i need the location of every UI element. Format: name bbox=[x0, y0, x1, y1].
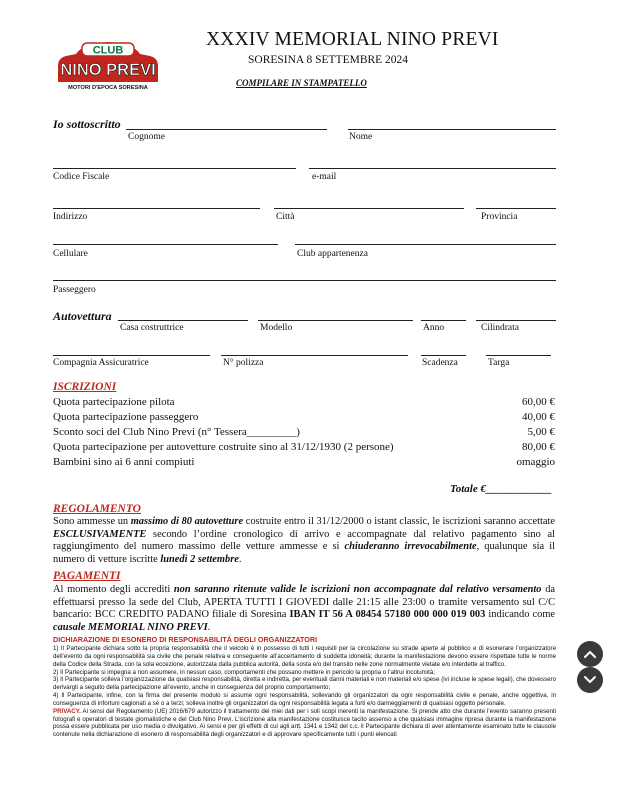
nome-line[interactable] bbox=[348, 129, 556, 130]
compagnia-line[interactable] bbox=[53, 355, 210, 356]
scadenza-label: Scadenza bbox=[422, 358, 458, 368]
modello-label: Modello bbox=[260, 323, 293, 333]
polizza-line[interactable] bbox=[221, 355, 408, 356]
passeggero-line[interactable] bbox=[53, 280, 556, 281]
logo-main-text: NINO PREVI bbox=[60, 61, 156, 79]
page-title: XXXIV MEMORIAL NINO PREVI bbox=[206, 29, 499, 50]
fee-label: Bambini sino ai 6 anni compiuti bbox=[53, 456, 195, 468]
club-line[interactable] bbox=[295, 244, 556, 245]
dichiarazione-text bbox=[53, 645, 556, 739]
citta-label: Città bbox=[276, 212, 295, 222]
logo-bottom-text: MOTORI D'EPOCA SORESINA bbox=[68, 85, 148, 91]
scroll-up-button[interactable] bbox=[577, 641, 603, 667]
fill-instruction: COMPILARE IN STAMPATELLO bbox=[236, 78, 367, 88]
modello-line[interactable] bbox=[258, 320, 413, 321]
cilindrata-line[interactable] bbox=[476, 320, 556, 321]
casa-line[interactable] bbox=[118, 320, 248, 321]
fee-value: 5,00 € bbox=[527, 426, 555, 438]
targa-label: Targa bbox=[488, 358, 510, 368]
event-date: SORESINA 8 SETTEMBRE 2024 bbox=[248, 54, 409, 66]
compagnia-label: Compagnia Assicuratrice bbox=[53, 358, 149, 368]
codice-fiscale-label: Codice Fiscale bbox=[53, 172, 110, 182]
email-label: e-mail bbox=[312, 172, 337, 182]
indirizzo-label: Indirizzo bbox=[53, 212, 88, 222]
casa-label: Casa costruttrice bbox=[120, 323, 184, 333]
clause: 4) Il Partecipante, infine, con la firma del presente modulo si assume ogni responsabilità, sollevando gli organizzatori da ogni responsabilità civile e penale, anche oggettiva, in conseguenza di infortuni cagionati a sé o a terzi; solleva inoltre gli organizzatori da ogni responsabilità legata a furti e/o danneggiamenti di qualsiasi oggetto personale. bbox=[53, 692, 556, 707]
fee-label: Sconto soci del Club Nino Previ (n° Tessera_________) bbox=[53, 426, 300, 438]
fee-row bbox=[53, 411, 555, 423]
regolamento-text: Sono ammesse un massimo di 80 autovetture costruite entro il 31/12/2000 o istant classic, le iscrizioni saranno accettate ESCLUSIVAMENTE secondo l’ordine cronologico di arrivo e accompagnate dal relativo pagamento sino al raggiungimento del numero massimo delle vetture ammesse e si chiuderanno irrevocabilmente, qualunque sia il numero di vetture iscritte lunedì 2 settembre. bbox=[53, 516, 555, 565]
club-nino-previ-logo bbox=[52, 36, 164, 96]
cilindrata-label: Cilindrata bbox=[481, 323, 519, 333]
cognome-line[interactable] bbox=[126, 129, 327, 130]
codice-fiscale-line[interactable] bbox=[53, 168, 296, 169]
anno-label: Anno bbox=[423, 323, 445, 333]
scadenza-line[interactable] bbox=[421, 355, 466, 356]
fee-label: Quota partecipazione pilota bbox=[53, 396, 175, 408]
fee-value: 80,00 € bbox=[522, 441, 555, 453]
cellulare-line[interactable] bbox=[53, 244, 278, 245]
cognome-label: Cognome bbox=[128, 132, 165, 142]
fee-label: Quota partecipazione per autovetture costruite sino al 31/12/1930 (2 persone) bbox=[53, 441, 394, 453]
fee-row bbox=[53, 426, 555, 438]
io-sottoscritto-label: Io sottoscritto bbox=[53, 117, 121, 131]
dichiarazione-heading: DICHIARAZIONE DI ESONERO DI RESPONSABILITÀ DEGLI ORGANIZZATORI bbox=[53, 635, 318, 644]
club-label: Club appartenenza bbox=[297, 249, 368, 259]
provincia-line[interactable] bbox=[476, 208, 556, 209]
totale-field[interactable]: Totale €____________ bbox=[450, 483, 552, 495]
fee-value: 40,00 € bbox=[522, 411, 555, 423]
anno-line[interactable] bbox=[421, 320, 466, 321]
fee-value: omaggio bbox=[516, 456, 555, 468]
passeggero-label: Passeggero bbox=[53, 285, 96, 295]
email-line[interactable] bbox=[309, 168, 556, 169]
fee-value: 60,00 € bbox=[522, 396, 555, 408]
iscrizioni-heading: ISCRIZIONI bbox=[53, 381, 117, 393]
nome-label: Nome bbox=[349, 132, 373, 142]
fee-label: Quota partecipazione passeggero bbox=[53, 411, 199, 423]
chevron-down-icon bbox=[583, 675, 597, 685]
clause: 3) Il Partecipante solleva l’organizzazione da qualsiasi responsabilità, diretta e indiretta, per eventuali danni materiali e non materiali e/o spese (ivi incluse le spese legali), che dovessero derivargli a seguito della partecipazione all’evento, anche in conseguenza del proprio comportamento; bbox=[53, 676, 556, 692]
polizza-label: N° polizza bbox=[223, 358, 264, 368]
provincia-label: Provincia bbox=[481, 212, 518, 222]
autovettura-label: Autovettura bbox=[53, 309, 112, 323]
logo-top-text: CLUB bbox=[92, 44, 124, 57]
indirizzo-line[interactable] bbox=[53, 208, 260, 209]
cellulare-label: Cellulare bbox=[53, 249, 88, 259]
fee-row bbox=[53, 396, 555, 408]
chevron-up-icon bbox=[583, 649, 597, 659]
citta-line[interactable] bbox=[274, 208, 464, 209]
clause: 1) Il Partecipante dichiara sotto la propria responsabilità che il veicolo è in possesso di tutti i requisiti per la circolazione su strade aperte al pubblico e di esonerare l’organizzatore dell’evento da ogni responsabilità sia civile che penale relativa e conseguente all’accertamento di suddetta idoneità; durante la manifestazione devono essere rispettate tutte le norme della Codice della Strada, con la sola eccezione, autorizzata dalla pubblica autorità, della sosta e/o del transito nelle zone normalmente vietate e/o interdette al traffico. bbox=[53, 645, 556, 668]
scroll-down-button[interactable] bbox=[577, 667, 603, 693]
privacy-clause: PRIVACY. Ai sensi del Regolamento (UE) 2016/679 autorizzo il trattamento dei miei dati per i soli scopi inerenti la manifestazione. Si prende atto che durante l’evento saranno presenti fotografi e operatori di testate giornalistiche e del Club Nino Previ. L’iscrizione alla manifestazione costituisce tacito assenso a che qualsiasi immagine ripresa durante la manifestazione possa essere pubblicata per uso media o divulgativo. Ai sensi e per gli effetti di cui agli artt. 1341 e 1342 del c.c. il Partecipante dichiara di aver attentamente esaminato tutte le clausole contenute nella dichiarazione di esonero di responsabilità degli organizzatori e di approvare specificamente tutti i punti elencati bbox=[53, 707, 556, 739]
regolamento-heading: REGOLAMENTO bbox=[53, 503, 141, 515]
fee-row bbox=[53, 441, 555, 453]
pagamenti-text: Al momento degli accrediti non saranno ritenute valide le iscrizioni non accompagnate dal relativo versamento da effettuarsi presso la sede del Club, APERTA TUTTI I GIOVEDI dalle 21:15 alle 23:00 o tramite versamento sul C/C bancario: BCC CREDITO PADANO filiale di Soresina IBAN IT 56 A 08454 57180 000 000 019 003 indicando come causale MEMORIAL NINO PREVI. bbox=[53, 584, 556, 633]
fee-row bbox=[53, 456, 555, 468]
clause: 2) Il Partecipante si impegna a non assumere, in nessun caso, comportamenti che possano mettere in pericolo la propria o l’altrui incolumità; bbox=[53, 668, 435, 676]
pagamenti-heading: PAGAMENTI bbox=[53, 570, 121, 582]
targa-line[interactable] bbox=[486, 355, 551, 356]
